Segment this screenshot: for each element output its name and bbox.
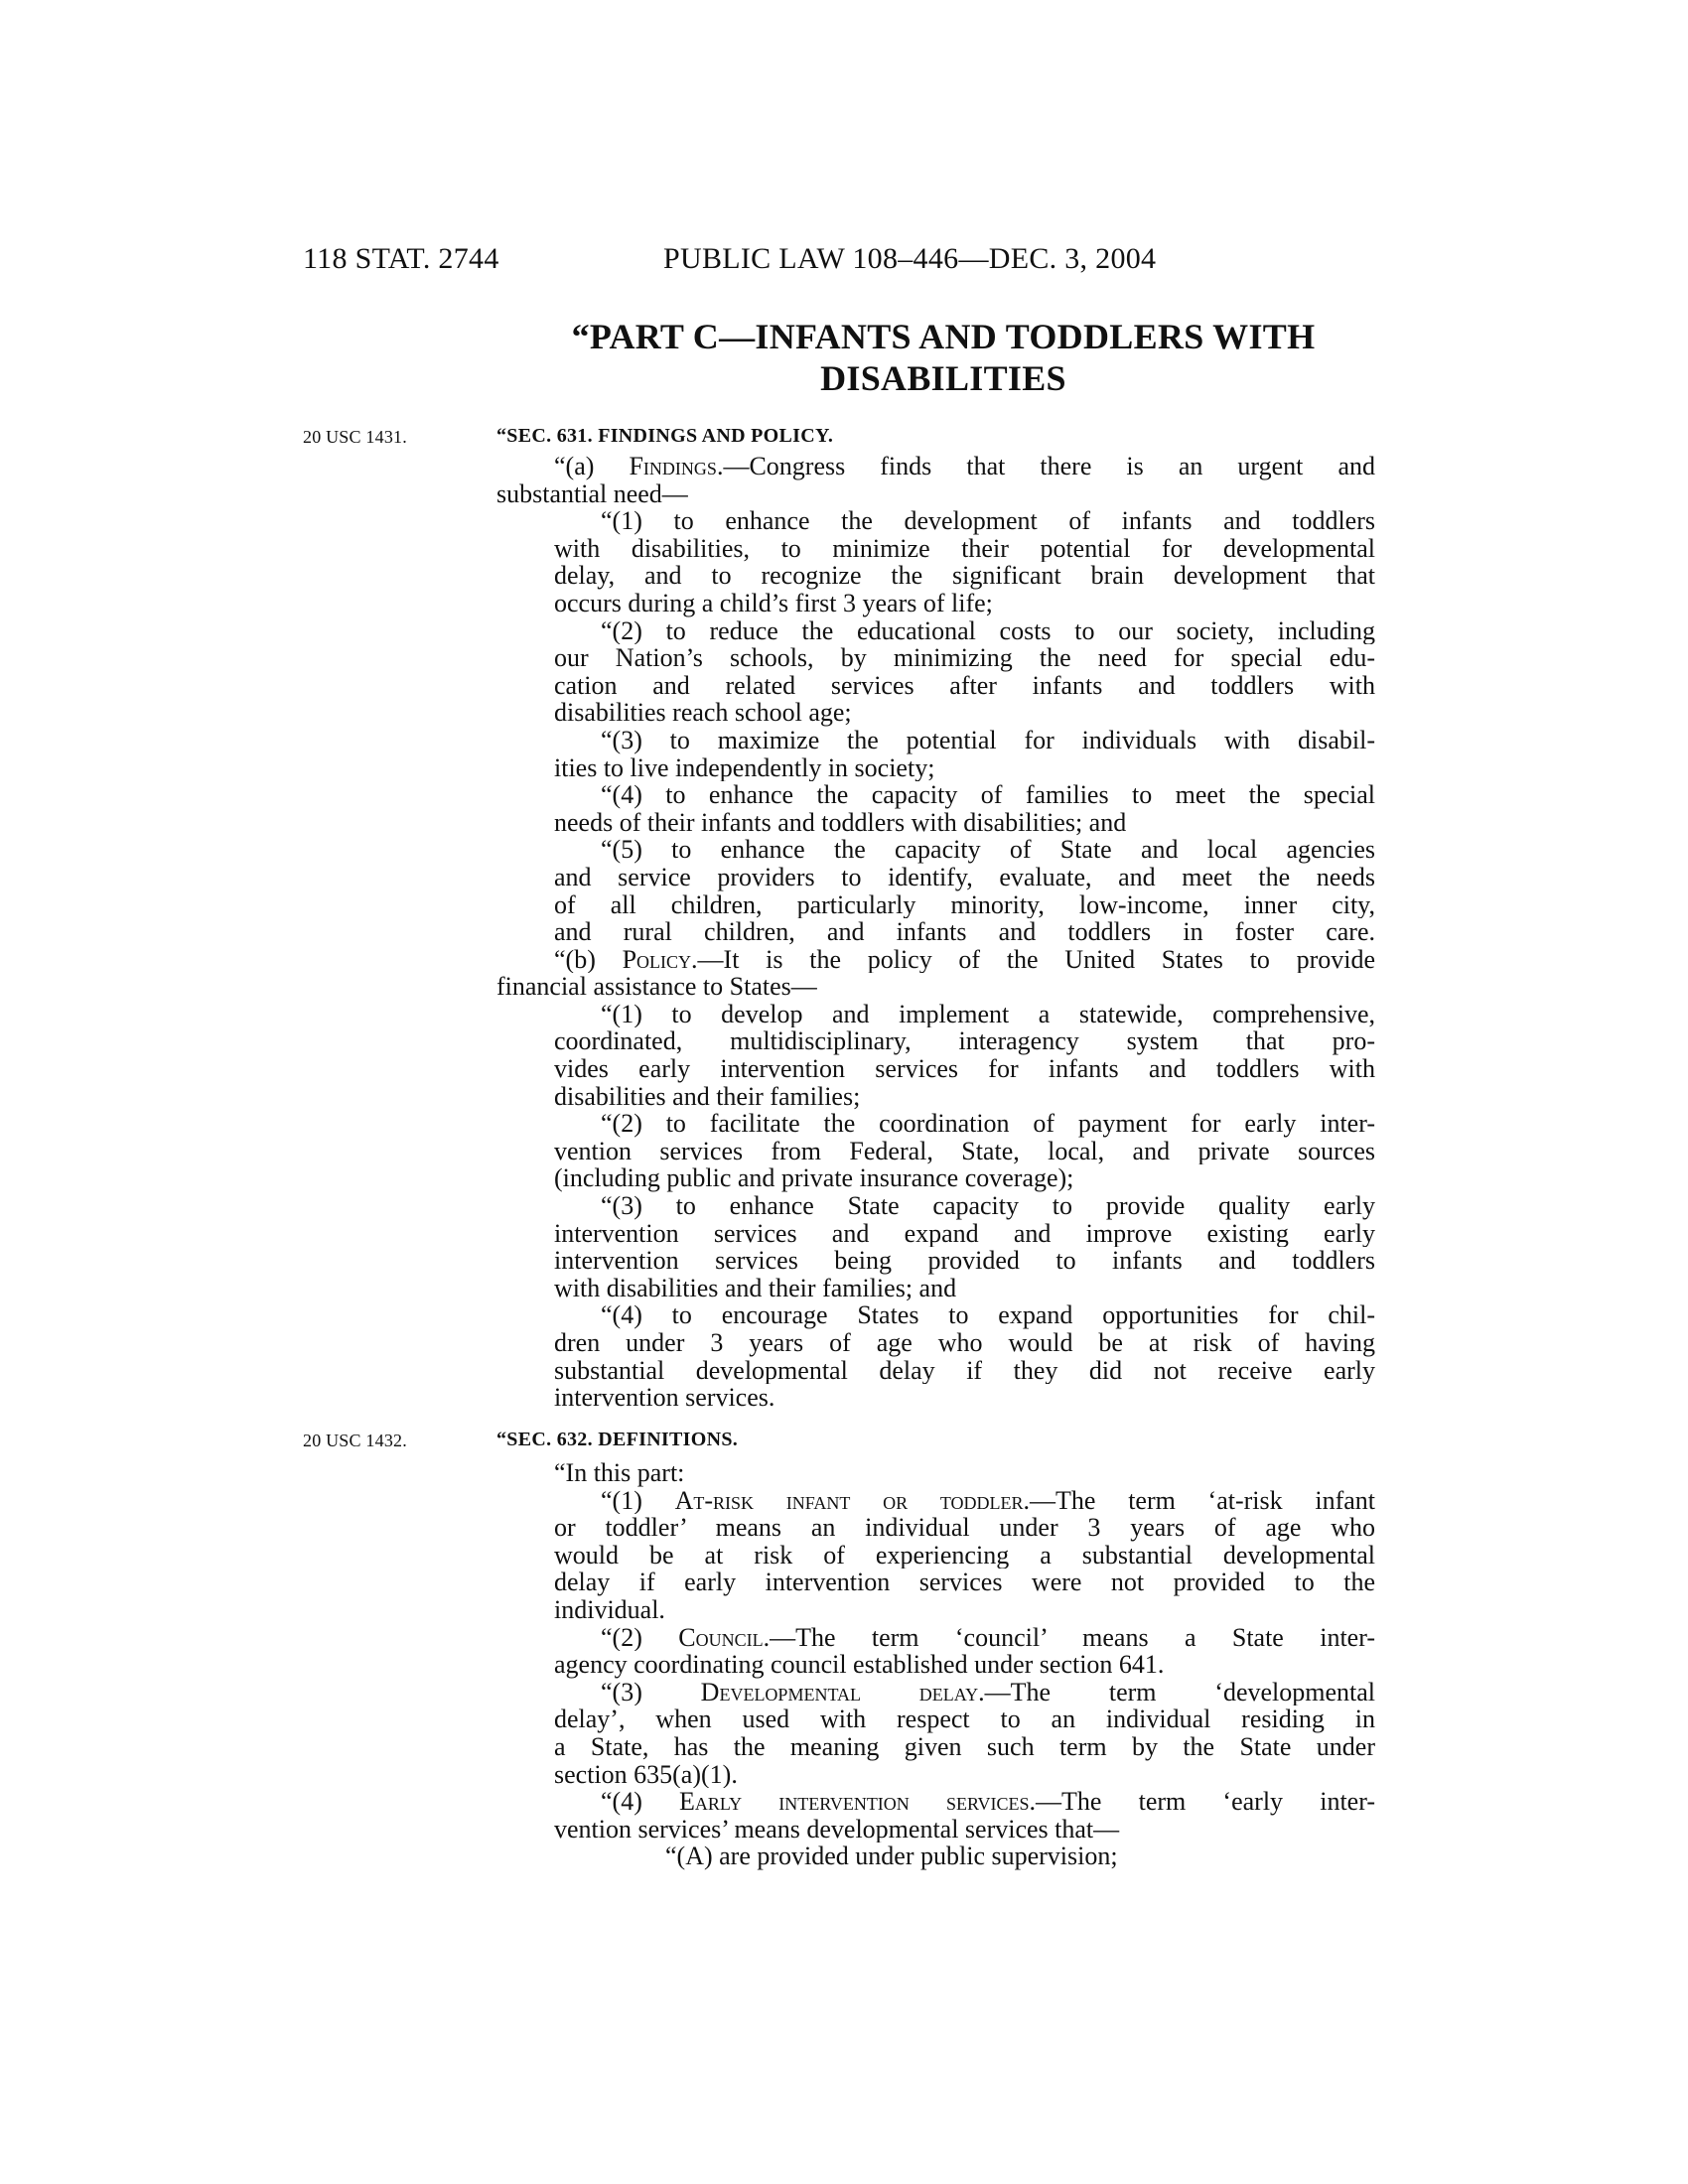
text-line: individual. (554, 1595, 665, 1624)
text-line: “(A) are provided under public supervision; (665, 1843, 1118, 1870)
text-line: section 635(a)(1). (554, 1760, 738, 1789)
text-line: “(5) to enhance the capacity of State and local agencies (601, 836, 1375, 864)
text-line: “(1) to develop and implement a statewide, comprehensive, (601, 1000, 1375, 1028)
part-title (496, 316, 1390, 399)
text-line: vention services from Federal, State, local, and private sources (554, 1137, 1375, 1165)
text-line: “(3) to enhance State capacity to provide quality early (601, 1192, 1375, 1220)
statute-page-number: 118 STAT. 2744 (303, 242, 499, 275)
text-line: “(3) Developmental delay.—The term ‘developmental (601, 1678, 1375, 1706)
text-line: “(4) to encourage States to expand opportunities for chil- (601, 1301, 1375, 1329)
text-line: ities to live independently in society; (554, 753, 935, 782)
text-line: of all children, particularly minority, low-income, inner city, (554, 890, 1375, 919)
text-line: “(3) to maximize the potential for individuals with disabil- (601, 726, 1375, 754)
text-line: and rural children, and infants and toddlers in foster care. (554, 918, 1375, 946)
text-line: financial assistance to States— (496, 973, 817, 1001)
text-line: delay if early intervention services were not provided to the (554, 1569, 1375, 1596)
text-line: and service providers to identify, evaluate, and meet the needs (554, 863, 1375, 891)
text-line: (including public and private insurance coverage); (554, 1164, 1074, 1193)
text-line: intervention services being provided to infants and toddlers (554, 1247, 1375, 1275)
text-line: “(2) to reduce the educational costs to our society, including (601, 616, 1375, 645)
text-line: needs of their infants and toddlers with disabilities; and (554, 808, 1127, 837)
text-line: cation and related services after infants and toddlers with (554, 671, 1375, 700)
text-line: substantial developmental delay if they did not receive early (554, 1356, 1375, 1385)
text-line: “(4) Early intervention services.—The term ‘early inter- (601, 1788, 1375, 1816)
margin-note-1432: 20 USC 1432. (303, 1431, 407, 1450)
text-line: “(4) to enhance the capacity of families to meet the special (601, 781, 1375, 809)
text-line: a State, has the meaning given such term by the State under (554, 1732, 1375, 1761)
margin-note-1431: 20 USC 1431. (303, 427, 407, 447)
section-631-heading: “SEC. 631. FINDINGS AND POLICY. (496, 425, 834, 447)
text-line: “In this part: (554, 1459, 685, 1487)
text-line: disabilities reach school age; (554, 699, 852, 727)
text-line: intervention services. (554, 1384, 775, 1412)
text-line: “(2) to facilitate the coordination of payment for early inter- (601, 1110, 1375, 1138)
text-line: disabilities and their families; (554, 1082, 861, 1111)
text-line: “(1) to enhance the development of infants and toddlers (601, 507, 1375, 535)
text-line: dren under 3 years of age who would be at risk of having (554, 1329, 1375, 1357)
section-632-heading: “SEC. 632. DEFINITIONS. (496, 1429, 739, 1450)
text-line: “(2) Council.—The term ‘council’ means a State inter- (601, 1623, 1375, 1652)
text-line: agency coordinating council established under section 641. (554, 1651, 1165, 1679)
text-line: or toddler’ means an individual under 3 years of age who (554, 1514, 1375, 1542)
section-632-body (496, 1459, 1375, 1870)
text-line: delay, and to recognize the significant brain development that (554, 562, 1375, 590)
text-line: substantial need— (496, 479, 688, 508)
text-line: with disabilities, to minimize their potential for developmental (554, 534, 1375, 563)
text-line: occurs during a child’s first 3 years of life; (554, 589, 993, 617)
text-line: “(1) At-risk infant or toddler.—The term ‘at-risk infant (601, 1486, 1375, 1515)
text-line: vention services’ means developmental services that— (554, 1815, 1120, 1843)
text-line: delay’, when used with respect to an individual residing in (554, 1706, 1375, 1733)
text-line: our Nation’s schools, by minimizing the need for special edu- (554, 644, 1375, 672)
part-title-line-2: DISABILITIES (820, 358, 1066, 398)
text-line: intervention services and expand and improve existing early (554, 1219, 1375, 1248)
text-line: with disabilities and their families; and (554, 1274, 957, 1302)
section-631-body (496, 453, 1375, 1412)
text-line: would be at risk of experiencing a substantial developmental (554, 1541, 1375, 1570)
part-title-line-1: “PART C—INFANTS AND TODDLERS WITH (571, 317, 1316, 356)
running-header (0, 242, 1688, 282)
text-line: coordinated, multidisciplinary, interagency system that pro- (554, 1027, 1375, 1056)
text-line: “(b) Policy.—It is the policy of the United States to provide (554, 945, 1375, 974)
public-law-citation: PUBLIC LAW 108–446—DEC. 3, 2004 (663, 242, 1157, 275)
text-line: “(a) Findings.—Congress finds that there is an urgent and (554, 453, 1375, 480)
text-line: vides early intervention services for infants and toddlers with (554, 1055, 1375, 1083)
